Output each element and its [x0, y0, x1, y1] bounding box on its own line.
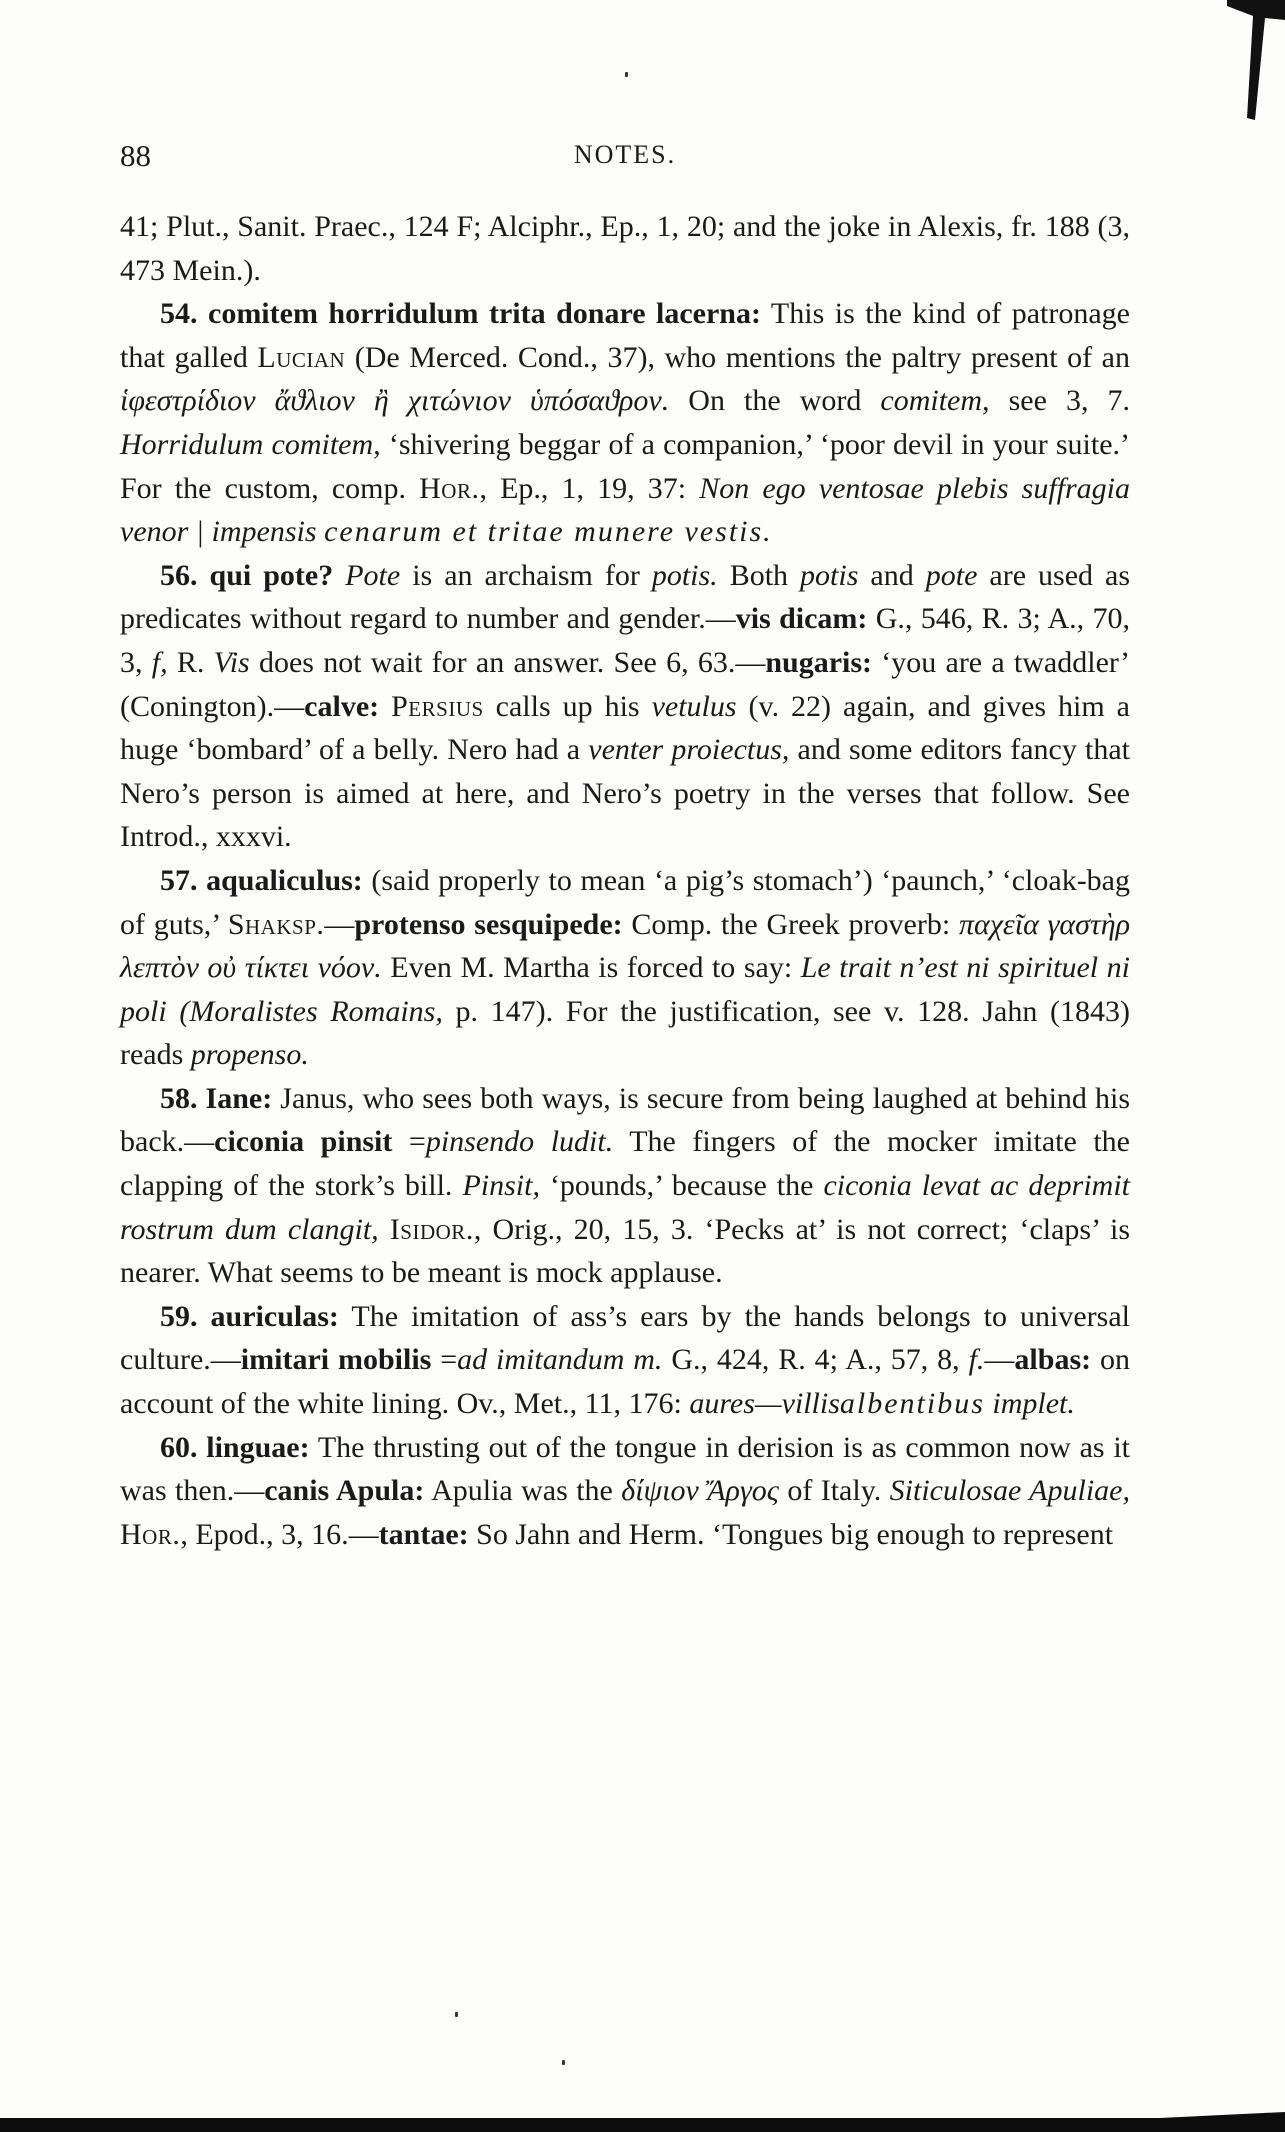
- latin-term: ad imitandum m.: [457, 1343, 663, 1377]
- note-text: ‘pounds,’ because the: [539, 1169, 824, 1203]
- note-number: 59.: [160, 1299, 198, 1333]
- note-text: see 3, 7.: [989, 384, 1130, 418]
- latin-quote-spaced: albentibus: [839, 1387, 985, 1421]
- latin-quote: implet.: [992, 1387, 1075, 1421]
- lemma: ciconia pinsit: [214, 1125, 393, 1159]
- latin-quote: Non ego ventosae plebis suffragia venor | impensis: [120, 471, 1131, 549]
- lemma: protenso sesquipede:: [354, 907, 623, 941]
- lemma: auriculas:: [210, 1299, 339, 1333]
- author-name: Hor.: [419, 471, 480, 505]
- lemma: calve:: [304, 689, 380, 723]
- note-text: G., 424, R. 4; A., 57, 8,: [662, 1343, 969, 1377]
- author-name: Persius: [391, 689, 484, 723]
- note-text: The imitation of ass’s ears by the hands belongs to universal culture.—: [120, 1299, 1131, 1377]
- note-text: calls up his: [483, 689, 652, 723]
- note-57: [120, 859, 1130, 1077]
- greek-quote: παχεῖα γαστὴρ λεπτὸν οὐ τίκτει νόον.: [120, 907, 1130, 985]
- lemma: nugaris:: [765, 645, 873, 679]
- note-text: , Orig., 20, 15, 3. ‘Pecks at’ is not correct; ‘claps’ is nearer. What seems to be meant is mock applause.: [120, 1212, 1131, 1290]
- note-58: [120, 1077, 1130, 1295]
- ink-speck: [455, 2012, 458, 2017]
- latin-quote: Siticulosae Apuliae,: [889, 1474, 1130, 1508]
- latin-quote-spaced: cenarum et tritae munere vestis.: [324, 515, 773, 549]
- page-number: 88: [120, 138, 151, 173]
- greek-quote: δίψιον Ἄργος: [621, 1474, 779, 1508]
- lemma: comitem horridulum trita donare lacerna:: [208, 297, 761, 331]
- note-text: —: [984, 1343, 1015, 1377]
- note-text: on account of the white lining. Ov., Met., 11, 176:: [120, 1343, 1130, 1421]
- ink-speck: [625, 72, 628, 77]
- latin-term: venter proiectus,: [588, 733, 790, 767]
- note-text: =: [431, 1343, 458, 1377]
- latin-term: comitem,: [880, 384, 990, 418]
- note-text: Even M. Martha is forced to say:: [381, 951, 801, 985]
- latin-term: f,: [151, 645, 168, 679]
- note-text: p. 147). For the justification, see v. 128. Jahn (1843) reads: [120, 994, 1130, 1072]
- note-number: 60.: [160, 1430, 198, 1464]
- note-text: ‘you are a twaddler’ (Conington).—: [120, 645, 1130, 723]
- note-number: 56.: [160, 558, 198, 592]
- note-59: [120, 1295, 1130, 1426]
- note-text: Apulia was the: [424, 1474, 622, 1508]
- lemma: aqualiculus:: [206, 863, 363, 897]
- note-60: [120, 1426, 1130, 1557]
- note-text: are used as predicates without regard to number and gender.—: [120, 558, 1131, 636]
- note-text: (De Merced. Cond., 37), who mentions the paltry present of an: [345, 340, 1130, 374]
- note-text: —: [324, 907, 355, 941]
- corner-binding-mark: [1225, 0, 1285, 120]
- page-header: [120, 138, 1130, 178]
- note-text: On the word: [669, 384, 881, 418]
- note-number: 54.: [160, 297, 198, 331]
- running-title: NOTES.: [573, 140, 677, 169]
- notes-body: [120, 205, 1130, 1556]
- bottom-scan-edge: [0, 2104, 1285, 2132]
- note-number: 57.: [160, 863, 198, 897]
- note-text: does not wait for an answer. See 6, 63.—: [249, 645, 766, 679]
- lemma: Iane:: [205, 1081, 273, 1115]
- note-text: R.: [167, 645, 214, 679]
- note-text: , Ep., 1, 19, 37:: [479, 471, 700, 505]
- latin-term: Horridulum comitem,: [120, 427, 381, 461]
- lemma: linguae:: [206, 1430, 310, 1464]
- note-text: (v. 22) again, and gives him a huge ‘bombard’ of a belly. Nero had a: [120, 689, 1130, 767]
- note-text: Both: [717, 558, 801, 592]
- latin-term: potis.: [651, 558, 718, 592]
- latin-term: vetulus: [651, 689, 737, 723]
- note-text: This is the kind of patronage that galled: [120, 297, 1130, 374]
- latin-term: f.: [968, 1343, 985, 1377]
- note-number: 58.: [160, 1081, 198, 1115]
- note-text: =: [392, 1125, 426, 1159]
- note-text: The fingers of the mocker imitate the clapping of the stork’s bill.: [120, 1125, 1130, 1203]
- note-text: ‘shivering beggar of a companion,’ ‘poor devil in your suite.’ For the custom, comp.: [120, 427, 1131, 505]
- latin-quote: aures—villis: [689, 1387, 840, 1421]
- note-text: G., 546, R. 3; A., 70, 3,: [120, 602, 1130, 679]
- lemma: albas:: [1014, 1343, 1092, 1377]
- latin-quote: ciconia levat ac deprimit rostrum dum clangit,: [120, 1169, 1131, 1246]
- note-text: The thrusting out of the tongue in derision is as common now as it was then.—: [120, 1430, 1130, 1508]
- continuation-text: 41; Plut., Sanit. Praec., 124 F; Alciphr., Ep., 1, 20; and the joke in Alexis, fr. 188 (3, 473 Mein.).: [120, 210, 1130, 287]
- latin-term: Vis: [213, 645, 250, 679]
- note-text: So Jahn and Herm. ‘Tongues big enough to represent: [468, 1517, 1114, 1551]
- note-text: Janus, who sees both ways, is secure from being laughed at behind his back.—: [120, 1081, 1130, 1159]
- note-text: of Italy.: [778, 1474, 890, 1508]
- note-56: [120, 554, 1130, 859]
- latin-term: propenso.: [190, 1038, 309, 1072]
- lemma: qui pote?: [209, 558, 334, 592]
- lemma: vis dicam:: [735, 602, 868, 636]
- ink-speck: [562, 2060, 565, 2065]
- latin-term: Pinsit,: [462, 1169, 540, 1203]
- latin-term: pote: [925, 558, 978, 592]
- latin-term: Pote: [345, 558, 401, 592]
- latin-term: potis: [800, 558, 859, 592]
- continuation-paragraph: [120, 205, 1130, 292]
- note-text: and: [858, 558, 926, 592]
- note-text: , Epod., 3, 16.—: [180, 1517, 379, 1551]
- lemma: tantae:: [378, 1517, 469, 1551]
- greek-quote: ἱφεστρίδιον ἄϑλιον ἢ χιτώνιον ὑπόσαϑρον.: [120, 384, 670, 418]
- note-54: [120, 292, 1130, 554]
- note-text: and some editors fancy that Nero’s person is aimed at here, and Nero’s poetry in the verses that follow. See Introd., xxxvi.: [120, 733, 1130, 854]
- author-name: Shaksp.: [227, 907, 325, 941]
- author-name: Lucian: [257, 340, 346, 374]
- lemma: canis Apula:: [264, 1474, 425, 1508]
- author-name: Isidor.: [389, 1212, 474, 1246]
- note-text: (said properly to mean ‘a pig’s stomach’) ‘paunch,’ ‘cloak-bag of guts,’: [120, 863, 1131, 941]
- lemma: imitari mobilis: [240, 1343, 432, 1377]
- latin-term: pinsendo ludit.: [425, 1125, 614, 1159]
- french-quote: Le trait n’est ni spirituel ni poli (Moralistes Romains,: [120, 951, 1131, 1028]
- note-text: Comp. the Greek proverb:: [622, 907, 959, 941]
- author-name: Hor.: [120, 1517, 181, 1551]
- note-text: is an archaism for: [400, 558, 652, 592]
